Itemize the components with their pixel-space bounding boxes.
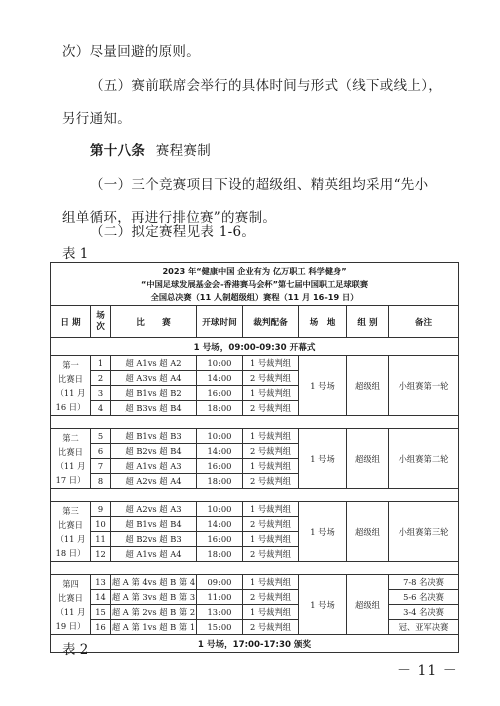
table-row <box>51 575 459 590</box>
referee-crew: 1 号裁判组 <box>243 502 299 517</box>
day-label-line: 比赛日 <box>58 592 83 603</box>
paragraph-3b: 组单循环，再进行排位赛”的赛制。 <box>62 210 277 226</box>
day-label-line: 第二 <box>62 432 79 443</box>
header-date: 日 期 <box>51 306 91 338</box>
kickoff-time: 09:00 <box>197 575 243 590</box>
table-title-line-3: 全国总决赛（11 人制超级组）赛程（11 月 16-19 日） <box>150 291 359 302</box>
match-teams: 超 B3vs 超 B4 <box>111 401 197 416</box>
header-kickoff: 开球时间 <box>197 306 243 338</box>
day-label-line: 第一 <box>62 359 79 370</box>
header-referee: 裁判配备 <box>243 306 299 338</box>
referee-crew: 1 号裁判组 <box>243 532 299 547</box>
referee-crew: 2 号裁判组 <box>243 517 299 532</box>
paragraph-3a: （一）三个竞赛项目下设的超级组、精英组均采用“先小 <box>90 177 429 193</box>
match-teams: 超 B1vs 超 B3 <box>111 429 197 444</box>
day-label-line: 比赛日 <box>58 373 83 384</box>
article-title: 赛程赛制 <box>155 143 211 159</box>
match-teams: 超 A1vs 超 A3 <box>111 459 197 474</box>
referee-crew: 2 号裁判组 <box>243 590 299 605</box>
match-teams: 超 A 第 3vs 超 B 第 3 <box>111 590 197 605</box>
column-header-row <box>51 306 459 338</box>
spacer-row <box>51 416 459 429</box>
day-label-line: （11 月 <box>55 387 86 398</box>
group: 超级组 <box>347 429 389 489</box>
match-number: 15 <box>91 605 111 620</box>
stage-note: 小组赛第一轮 <box>389 356 459 416</box>
match-teams: 超 A2vs 超 A3 <box>111 502 197 517</box>
day-label-line: 第四 <box>62 578 79 589</box>
header-note: 备注 <box>389 306 459 338</box>
stage-note: 小组赛第二轮 <box>389 429 459 489</box>
paragraph-1: 次）尽量回避的原则。 <box>62 44 200 60</box>
page-number: － 11 － <box>397 663 458 679</box>
table-title-line-1: 2023 年“健康中国 企业有为 亿万职工 科学健身” <box>162 265 347 276</box>
day-label-line: 第三 <box>62 505 79 516</box>
day-label-line: 19 日） <box>55 620 86 631</box>
header-match: 比 赛 <box>111 306 197 338</box>
spacer-cell <box>51 416 459 429</box>
table-row <box>51 605 459 620</box>
header-round-b: 次 <box>96 321 105 332</box>
referee-crew: 2 号裁判组 <box>243 444 299 459</box>
day-label-line: 比赛日 <box>58 519 83 530</box>
paragraph-4: （二）拟定赛程见表 1-6。 <box>90 224 256 240</box>
day-label-line: （11 月 <box>55 606 86 617</box>
match-teams: 超 B2vs 超 B3 <box>111 532 197 547</box>
kickoff-time: 14:00 <box>197 517 243 532</box>
match-number: 2 <box>91 371 111 386</box>
day-label-line: 16 日） <box>55 401 86 412</box>
table-row <box>51 356 459 371</box>
placement-note: 3-4 名决赛 <box>389 605 459 620</box>
header-venue: 场 地 <box>299 306 347 338</box>
match-number: 13 <box>91 575 111 590</box>
referee-crew: 2 号裁判组 <box>243 620 299 635</box>
referee-crew: 1 号裁判组 <box>243 575 299 590</box>
match-teams: 超 A2vs 超 A4 <box>111 474 197 489</box>
venue: 1 号场 <box>299 575 347 635</box>
kickoff-time: 11:00 <box>197 590 243 605</box>
kickoff-time: 10:00 <box>197 502 243 517</box>
match-number: 14 <box>91 590 111 605</box>
day-label-line: （11 月 <box>55 460 86 471</box>
group: 超级组 <box>347 575 389 635</box>
paragraph-2b: 另行通知。 <box>62 111 131 127</box>
day-label <box>51 356 91 416</box>
header-group: 组 别 <box>347 306 389 338</box>
venue: 1 号场 <box>299 502 347 562</box>
day-label-line: （11 月 <box>55 533 86 544</box>
match-number: 8 <box>91 474 111 489</box>
opening-row <box>51 338 459 356</box>
table-1-label: 表 1 <box>62 246 89 262</box>
kickoff-time: 16:00 <box>197 386 243 401</box>
referee-crew: 1 号裁判组 <box>243 605 299 620</box>
spacer-cell <box>51 489 459 502</box>
closing-row <box>51 635 459 653</box>
table-2-label: 表 2 <box>62 642 89 658</box>
match-number: 12 <box>91 547 111 562</box>
referee-crew: 2 号裁判组 <box>243 547 299 562</box>
kickoff-time: 18:00 <box>197 474 243 489</box>
header-round-a: 场 <box>96 310 105 321</box>
match-number: 5 <box>91 429 111 444</box>
kickoff-time: 16:00 <box>197 532 243 547</box>
group: 超级组 <box>347 502 389 562</box>
opening-ceremony: 1 号场，09:00-09:30 开幕式 <box>51 338 459 356</box>
kickoff-time: 16:00 <box>197 459 243 474</box>
venue: 1 号场 <box>299 356 347 416</box>
day-rows <box>51 356 459 635</box>
match-number: 3 <box>91 386 111 401</box>
match-teams: 超 A1vs 超 A4 <box>111 547 197 562</box>
paragraph-2a: （五）赛前联席会举行的具体时间与形式（线下或线上）， <box>90 78 443 94</box>
award-ceremony: 1 号场，17:00-17:30 颁奖 <box>51 635 459 653</box>
match-number: 10 <box>91 517 111 532</box>
referee-crew: 2 号裁判组 <box>243 371 299 386</box>
placement-note: 5-6 名决赛 <box>389 590 459 605</box>
match-teams: 超 A1vs 超 A2 <box>111 356 197 371</box>
match-number: 16 <box>91 620 111 635</box>
kickoff-time: 14:00 <box>197 371 243 386</box>
referee-crew: 1 号裁判组 <box>243 429 299 444</box>
stage-note: 小组赛第三轮 <box>389 502 459 562</box>
match-number: 7 <box>91 459 111 474</box>
referee-crew: 1 号裁判组 <box>243 386 299 401</box>
table-title-row <box>51 263 459 306</box>
kickoff-time: 18:00 <box>197 401 243 416</box>
kickoff-time: 13:00 <box>197 605 243 620</box>
match-number: 11 <box>91 532 111 547</box>
match-teams: 超 B1vs 超 B4 <box>111 517 197 532</box>
day-label-line: 17 日） <box>55 474 86 485</box>
match-teams: 超 A 第 1vs 超 B 第 1 <box>111 620 197 635</box>
header-round <box>91 306 111 338</box>
article-number: 第十八条 <box>90 143 146 159</box>
spacer-row <box>51 562 459 575</box>
match-teams: 超 B2vs 超 B4 <box>111 444 197 459</box>
table-row <box>51 429 459 444</box>
table-title <box>51 263 459 306</box>
table-row <box>51 620 459 635</box>
kickoff-time: 15:00 <box>197 620 243 635</box>
schedule-table <box>50 262 459 653</box>
table-title-line-2: “中国足球发展基金会-香港赛马会杯”第七届中国职工足球联赛 <box>141 278 369 289</box>
kickoff-time: 14:00 <box>197 444 243 459</box>
match-number: 9 <box>91 502 111 517</box>
placement-note: 7-8 名决赛 <box>389 575 459 590</box>
referee-crew: 1 号裁判组 <box>243 459 299 474</box>
day-label <box>51 575 91 635</box>
kickoff-time: 10:00 <box>197 356 243 371</box>
day-label <box>51 429 91 489</box>
referee-crew: 1 号裁判组 <box>243 356 299 371</box>
match-teams: 超 B1vs 超 B2 <box>111 386 197 401</box>
kickoff-time: 10:00 <box>197 429 243 444</box>
spacer-cell <box>51 562 459 575</box>
referee-crew: 2 号裁判组 <box>243 474 299 489</box>
kickoff-time: 18:00 <box>197 547 243 562</box>
spacer-row <box>51 489 459 502</box>
table-row <box>51 502 459 517</box>
match-teams: 超 A 第 4vs 超 B 第 4 <box>111 575 197 590</box>
match-number: 1 <box>91 356 111 371</box>
match-teams: 超 A3vs 超 A4 <box>111 371 197 386</box>
match-number: 6 <box>91 444 111 459</box>
day-label <box>51 502 91 562</box>
day-label-line: 比赛日 <box>58 446 83 457</box>
referee-crew: 2 号裁判组 <box>243 401 299 416</box>
article-heading <box>90 139 211 159</box>
placement-note: 冠、亚军决赛 <box>389 620 459 635</box>
day-label-line: 18 日） <box>55 547 86 558</box>
group: 超级组 <box>347 356 389 416</box>
table-row <box>51 590 459 605</box>
match-number: 4 <box>91 401 111 416</box>
match-teams: 超 A 第 2vs 超 B 第 2 <box>111 605 197 620</box>
venue: 1 号场 <box>299 429 347 489</box>
